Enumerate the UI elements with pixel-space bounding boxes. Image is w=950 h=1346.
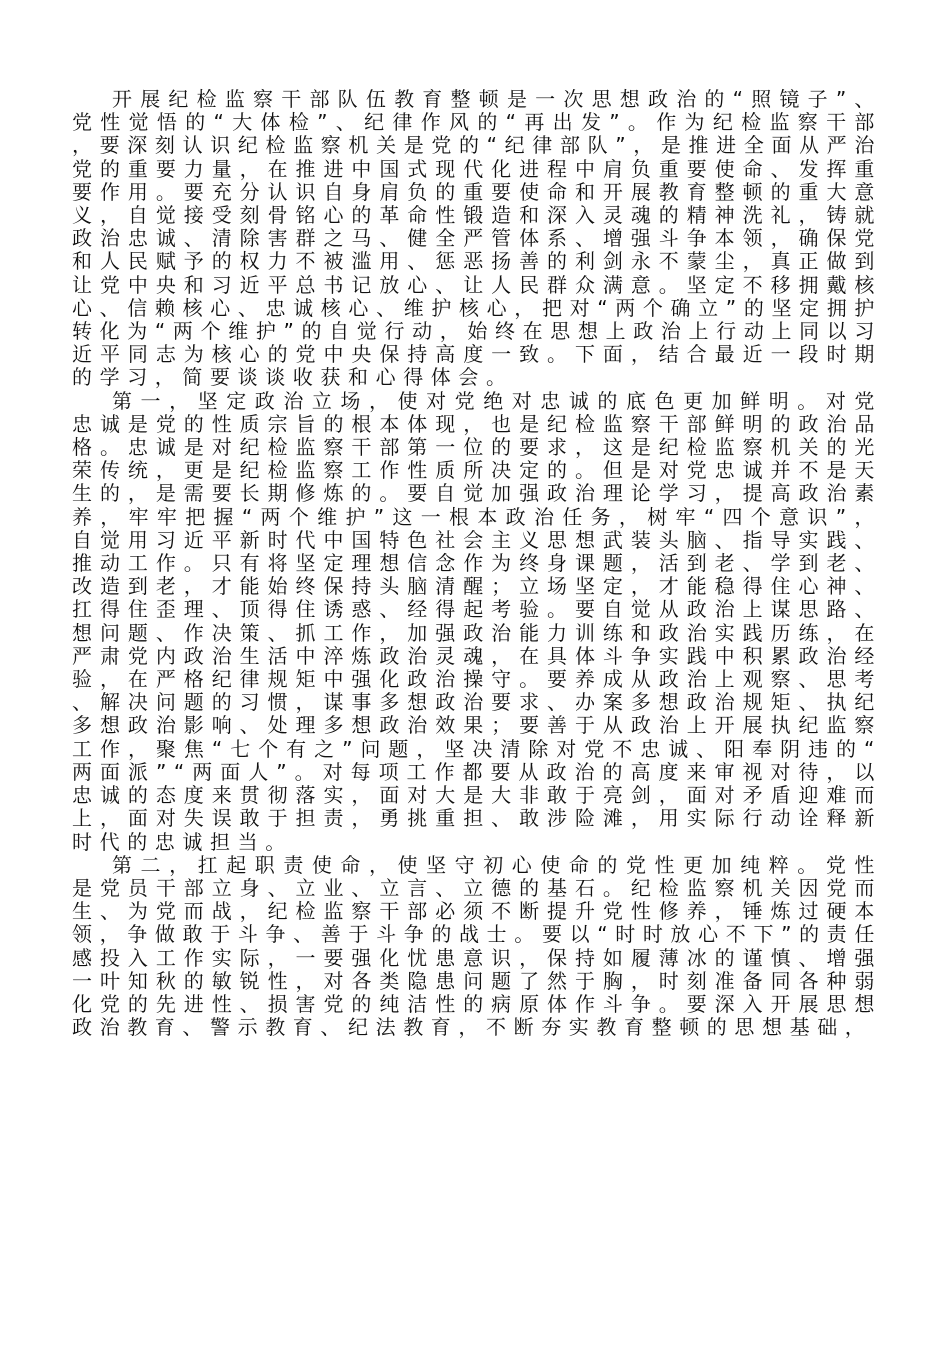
section-one-paragraph: 第一，坚定政治立场，使对党绝对忠诚的底色更加鲜明。对党忠诚是党的性质宗旨的根本体现，也是纪检监察干部鲜明的政治品格。忠诚是对纪检监察干部第一位的要求，这是纪检监察机关的光荣传统，更是纪检监察工作性质所决定的。但是对党忠诚并不是天生的，是需要长期修炼的。要自觉加强政治理论学习，提高政治素养，牢牢把握“两个维护”这一根本政治任务，树牢“四个意识”，自觉用习近平新时代中国特色社会主义思想武装头脑、指导实践、推动工作。只有将坚定理想信念作为终身课题，活到老、学到老、改造到老，才能始终保持头脑清醒；立场坚定，才能稳得住心神、扛得住歪理、顶得住诱惑、经得起考验。要自觉从政治上谋思路、想问题、作决策、抓工作，加强政治能力训练和政治实践历练，在严肃党内政治生活中淬炼政治灵魂，在具体斗争实践中积累政治经验，在严格纪律规矩中强化政治操守。要养成从政治上观察、思考、解决问题的习惯，谋事多想政治要求、办案多想政治规矩、执纪多想政治影响、处理多想政治效果；要善于从政治上开展执纪监察工作，聚焦“七个有之”问题，坚决清除对党不忠诚、阳奉阴违的“两面派”“两面人”。对每项工作都要从政治的高度来审视对待，以忠诚的态度来贯彻落实，面对大是大非敢于亮剑，面对矛盾迎难而上，面对失误敢于担责，勇挑重担、敢涉险滩，用实际行动诠释新时代的忠诚担当。 <box>72 388 882 854</box>
document-page <box>72 88 882 1288</box>
section-two-paragraph: 第二，扛起职责使命，使坚守初心使命的党性更加纯粹。党性是党员干部立身、立业、立言、立德的基石。纪检监察机关因党而生、为党而战，纪检监察干部必须不断提升党性修养，锤炼过硬本领，争做敢于斗争、善于斗争的战士。要以“时时放心不下”的责任感投入工作实际，一要强化忧患意识，保持如履薄冰的谨慎、增强一叶知秋的敏锐性，对各类隐患问题了然于胸，时刻准备同各种弱化党的先进性、损害党的纯洁性的病原体作斗争。要深入开展思想政治教育、警示教育、纪法教育，不断夯实教育整顿的思想基础， <box>72 852 882 1040</box>
intro-paragraph: 开展纪检监察干部队伍教育整顿是一次思想政治的“照镜子”、党性觉悟的“大体检”、纪律作风的“再出发”。作为纪检监察干部，要深刻认识纪检监察机关是党的“纪律部队”，是推进全面从严治党的重要力量，在推进中国式现代化进程中肩负重要使命、发挥重要作用。要充分认识自身肩负的重要使命和开展教育整顿的重大意义，自觉接受刻骨铭心的革命性锻造和深入灵魂的精神洗礼，铸就政治忠诚、清除害群之马、健全严管体系、增强斗争本领，确保党和人民赋予的权力不被滥用、惩恶扬善的利剑永不蒙尘，真正做到让党中央和习近平总书记放心、让人民群众满意。坚定不移拥戴核心、信赖核心、忠诚核心、维护核心，把对“两个确立”的坚定拥护转化为“两个维护”的自觉行动，始终在思想上政治上行动上同以习近平同志为核心的党中央保持高度一致。下面，结合最近一段时期的学习，简要谈谈收获和心得体会。 <box>72 88 882 390</box>
